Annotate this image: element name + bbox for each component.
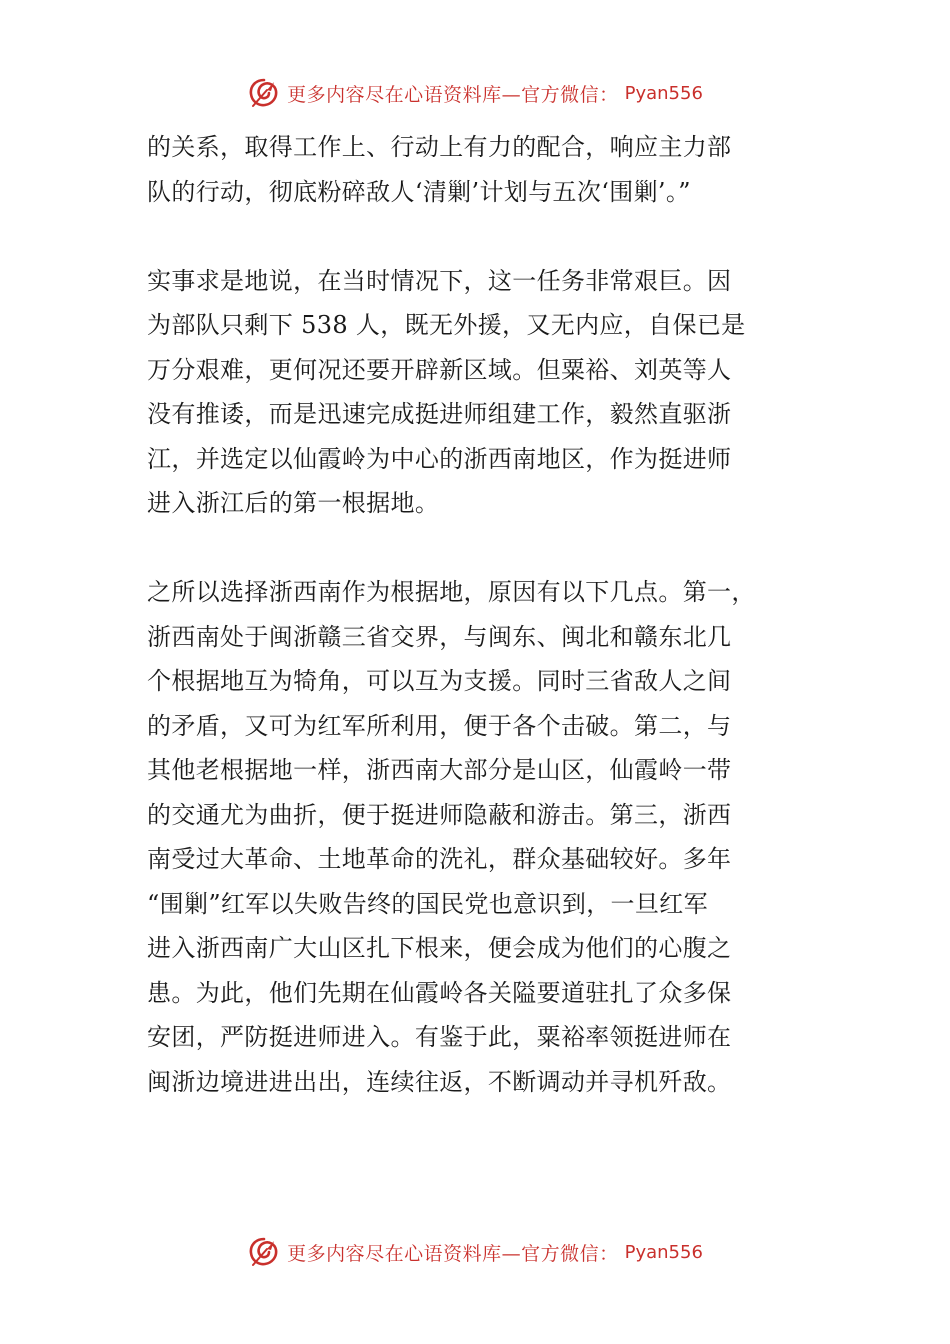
document-body [147,125,809,1104]
paragraph-3 [147,570,809,1104]
text-line: 南受过大革命、土地革命的洗礼，群众基础较好。多年 [147,845,732,873]
text-line: 之所以选择浙西南作为根据地，原因有以下几点。第一， [147,578,756,606]
text-line: 其他老根据地一样，浙西南大部分是山区，仙霞岭一带 [147,756,732,784]
text-line: 实事求是地说，在当时情况下，这一任务非常艰巨。因 [147,266,732,295]
text-line: 没有推诿，而是迅速完成挺进师组建工作，毅然直驱浙 [147,400,732,428]
text-line: 浙西南处于闽浙赣三省交界，与闽东、闽北和赣东北几 [147,622,732,651]
header-watermark [0,73,950,113]
text-line: 安团，严防挺进师进入。有鉴于此，粟裕率领挺进师在 [147,1023,732,1051]
paragraph-1 [147,125,809,214]
text-line: 的矛盾，又可为红军所利用，便于各个击破。第二，与 [147,711,732,740]
watermark-contact: Pyan556 [624,82,703,104]
text-line: 的关系，取得工作上、行动上有力的配合，响应主力部 [147,133,732,161]
text-line: 闽浙边境进进出出，连续往返，不断调动并寻机歼敌。 [147,1067,732,1096]
text-line: 队的行动，彻底粉碎敌人‘清剿’计划与五次‘围剿’。” [147,177,691,206]
text-line: 个根据地互为犄角，可以互为支援。同时三省敌人之间 [147,667,732,695]
text-line: 的交通尤为曲折，便于挺进师隐蔽和游击。第三，浙西 [147,800,732,829]
text-line: 患。为此，他们先期在仙霞岭各关隘要道驻扎了众多保 [147,978,732,1007]
text-line: 进入浙西南广大山区扎下根来，便会成为他们的心腹之 [147,934,732,962]
text-line: 万分艰难，更何况还要开辟新区域。但粟裕、刘英等人 [147,355,732,384]
feather-swirl-logo-icon [247,76,281,110]
watermark-text: 更多内容尽在心语资料库—官方微信： [287,83,619,106]
text-line: “围剿”红军以失败告终的国民党也意识到，一旦红军 [147,889,708,918]
text-line: 为部队只剩下 538 人，既无外援，又无内应，自保已是 [147,311,746,339]
watermark-text: 更多内容尽在心语资料库—官方微信： [287,1242,619,1265]
text-line: 江，并选定以仙霞岭为中心的浙西南地区，作为挺进师 [147,444,732,473]
paragraph-2 [147,259,809,526]
text-line: 进入浙江后的第一根据地。 [147,489,440,517]
watermark-contact: Pyan556 [624,1241,703,1263]
footer-watermark [0,1232,950,1272]
feather-swirl-logo-icon [247,1235,281,1269]
